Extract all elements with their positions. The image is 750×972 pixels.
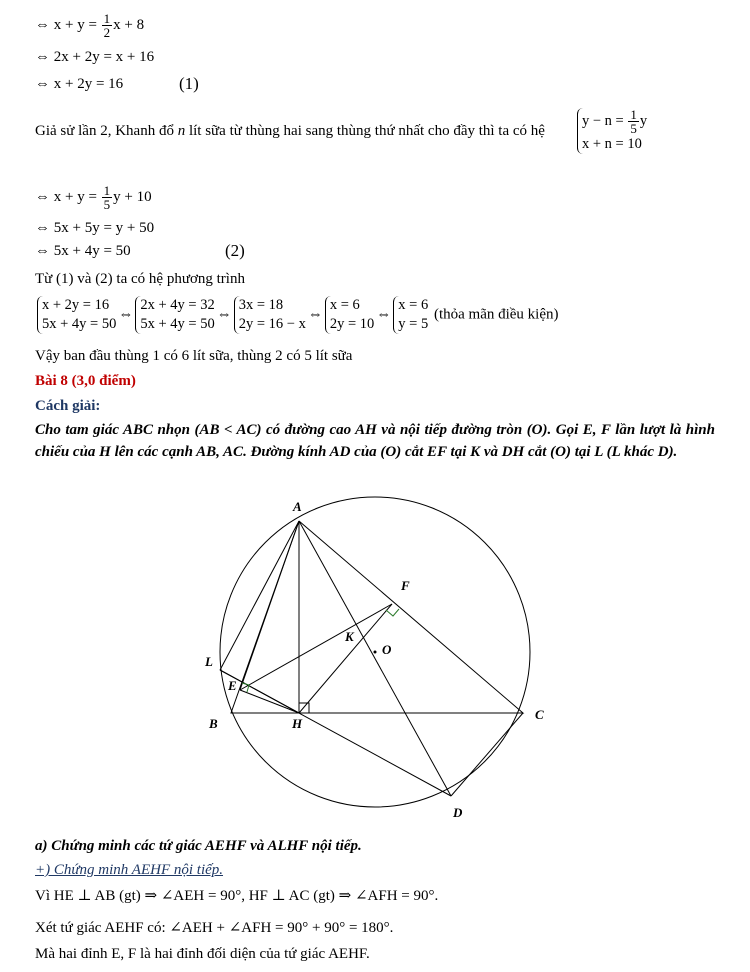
equation-line-7: ⇔ 5x + 4y = 50 (2) [35, 241, 245, 260]
label-a: A [293, 499, 302, 514]
part-a-subheading: +) Chứng minh AEHF nội tiếp. [35, 862, 224, 878]
part-a-title: a) Chứng minh các tứ giác AEHF và ALHF nội tiếp. [35, 838, 362, 854]
right-angle-e [242, 683, 249, 692]
label-k: K [345, 629, 354, 644]
conclusion-line: Vậy ban đầu thùng 1 có 6 lít sữa, thùng 2 có 5 lít sữa [35, 348, 353, 364]
label-d: D [453, 805, 463, 820]
triangle-abc [231, 521, 523, 713]
label-o: O [382, 642, 392, 657]
equation-line-6: ⇔ 5x + 5y = y + 50 [35, 220, 155, 236]
equation-line-2: ⇔ 2x + 2y = x + 16 [35, 49, 155, 65]
proof-line-3: Mà hai đỉnh E, F là hai đỉnh đối diện của tứ giác AEHF. [35, 946, 370, 962]
equation-line-5: ⇔ x + y = $\frac{1}{5}$ y + 10 [35, 183, 152, 212]
text-line-8: Từ (1) và (2) ta có hệ phương trình [35, 271, 245, 287]
segment-he [240, 690, 299, 713]
problem-statement: Cho tam giác ABC nhọn (AB < AC) có đường cao AH và nội tiếp đường tròn (O). Gọi E, F lần lượt là hình chiếu của H lên các cạnh AB, AC. Đường kính AD của (O) cắt EF tại K và DH cắt (O) tại L (L khác D). [35, 422, 715, 460]
segment-ae [240, 521, 299, 690]
segment-al [220, 521, 299, 670]
system-equations: y − n = $\frac{1}{5}$ y x + n = 10 [577, 108, 647, 154]
label-f: F [401, 578, 410, 593]
hypothesis-line: Giả sử lần 2, Khanh đổ n lít sữa từ thùng hai sang thùng thứ nhất cho đầy thì ta có hệ y − n = $\frac{1}{5}$ y x + n = 10 [35, 107, 648, 152]
segment-cd [451, 713, 523, 796]
system-chain: x + 2y = 16 5x + 4y = 50 ⇔ 2x + 4y = 32 5x + 4y = 50 ⇔ 3x = 18 2y = 16 − x ⇔ x = 6 2y = 10 ⇔ x = 6 y = 5 (thỏa mãn điều kiện) [35, 296, 559, 338]
geometry-figure [190, 495, 560, 825]
problem-heading: Bài 8 (3,0 điểm) [35, 373, 136, 389]
label-b: B [209, 716, 218, 731]
label-c: C [535, 707, 544, 722]
label-e: E [228, 678, 237, 693]
method-heading: Cách giải: [35, 398, 101, 414]
center-o-dot [374, 651, 377, 654]
equation-line-3: ⇔ x + 2y = 16 (1) [35, 74, 199, 93]
proof-line-2: Xét tứ giác AEHF có: ∠AEH + ∠AFH = 90° + 90° = 180°. [35, 920, 394, 936]
fraction: $\frac{1}{2}$ [103, 11, 111, 40]
label-l: L [205, 654, 213, 669]
label-h: H [292, 716, 303, 731]
right-angle-f [386, 609, 399, 616]
proof-line-1: Vì HE ⊥ AB (gt) ⇒ ∠AEH = 90°, HF ⊥ AC (gt) ⇒ ∠AFH = 90°. [35, 888, 439, 904]
segment-hf [299, 604, 392, 713]
equation-line-1: ⇔ x + y = $\frac{1}{2}$ x + 8 [35, 11, 145, 40]
